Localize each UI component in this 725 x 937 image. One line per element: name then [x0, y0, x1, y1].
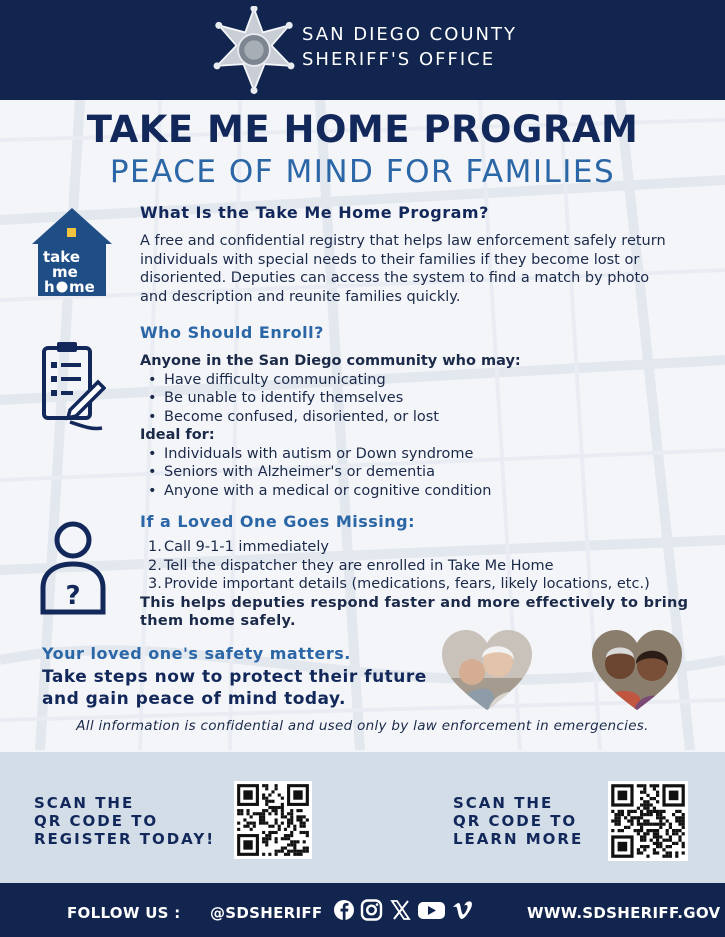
x-icon[interactable]	[392, 901, 409, 919]
safety-heading: Your loved one's safety matters.	[42, 644, 351, 663]
agency-line-1: SAN DIEGO COUNTY	[302, 24, 518, 45]
footer-bar	[0, 883, 725, 937]
qr-code-learn-more[interactable]	[608, 781, 688, 861]
what-heading: What Is the Take Me Home Program?	[140, 203, 489, 222]
instagram-icon[interactable]	[362, 901, 381, 920]
qr-code-register[interactable]	[234, 781, 312, 859]
list-item: • Seniors with Alzheimer's or dementia	[164, 463, 700, 482]
missing-heading: If a Loved One Goes Missing:	[140, 512, 416, 531]
safety-body: Take steps now to protect their future and gain peace of mind today.	[42, 667, 427, 709]
agency-line-2: SHERIFF'S OFFICE	[302, 49, 496, 70]
logo-word-take: take	[43, 248, 81, 266]
list-item: • Be unable to identify themselves	[164, 389, 700, 408]
heart-photo-seniors	[440, 628, 534, 712]
list-item: 2. Tell the dispatcher they are enrolled in Take Me Home	[148, 557, 554, 574]
clipboard-checklist-icon	[40, 340, 106, 432]
vimeo-icon[interactable]	[453, 901, 472, 919]
page-title: TAKE ME HOME PROGRAM	[86, 108, 639, 151]
social-handle[interactable]: @SDSHERIFF	[210, 904, 323, 922]
youtube-icon[interactable]	[418, 902, 445, 919]
missing-steps	[140, 538, 700, 594]
heart-photo-couple	[590, 628, 684, 712]
missing-closing: This helps deputies respond faster and more effectively to bring them home safely.	[140, 594, 689, 629]
list-item: 1. Call 9-1-1 immediately	[148, 539, 329, 555]
agency-name	[302, 22, 517, 72]
follow-us-label: FOLLOW US :	[67, 904, 181, 922]
scan-learn-more-text: SCAN THE QR CODE TO LEARN MORE	[453, 794, 584, 848]
list-item: • Anyone with a medical or cognitive condition	[164, 482, 700, 501]
who-section	[140, 352, 700, 500]
logo-word-home-me: me	[69, 278, 95, 296]
list-item: • Have difficulty communicating	[164, 371, 700, 390]
scan-register-text: SCAN THE QR CODE TO REGISTER TODAY!	[34, 794, 216, 848]
who-list	[140, 371, 700, 427]
social-icons	[333, 899, 473, 921]
website-link[interactable]: WWW.SDSHERIFF.GOV	[527, 904, 721, 922]
logo-word-me: me	[52, 263, 78, 281]
list-item: • Become confused, disoriented, or lost	[164, 408, 700, 427]
missing-section	[140, 538, 700, 631]
list-item: 3. Provide important details (medications, fears, likely locations, etc.)	[148, 576, 650, 592]
facebook-icon[interactable]	[334, 900, 354, 920]
logo-word-home-h: h	[44, 278, 55, 296]
svg-text:?: ?	[65, 581, 81, 611]
list-item: • Individuals with autism or Down syndrome	[164, 445, 700, 464]
ideal-list	[140, 445, 700, 501]
who-heading: Who Should Enroll?	[140, 323, 324, 342]
take-me-home-house-logo	[30, 206, 114, 298]
page-subtitle: PEACE OF MIND FOR FAMILIES	[109, 154, 616, 190]
missing-person-question-icon	[38, 516, 108, 616]
confidential-note: All information is confidential and used only by law enforcement in emergencies.	[76, 718, 649, 734]
ideal-label: Ideal for:	[140, 427, 215, 443]
who-intro: Anyone in the San Diego community who may:	[140, 353, 521, 369]
sheriff-star-badge-icon	[210, 6, 298, 94]
what-body: A free and confidential registry that helps law enforcement safely return individuals with special needs to their families if they become lost or disoriented. Deputies can access the system to find a match by photo and description and reunite families quickly.	[140, 233, 666, 305]
header-bar	[0, 0, 725, 100]
